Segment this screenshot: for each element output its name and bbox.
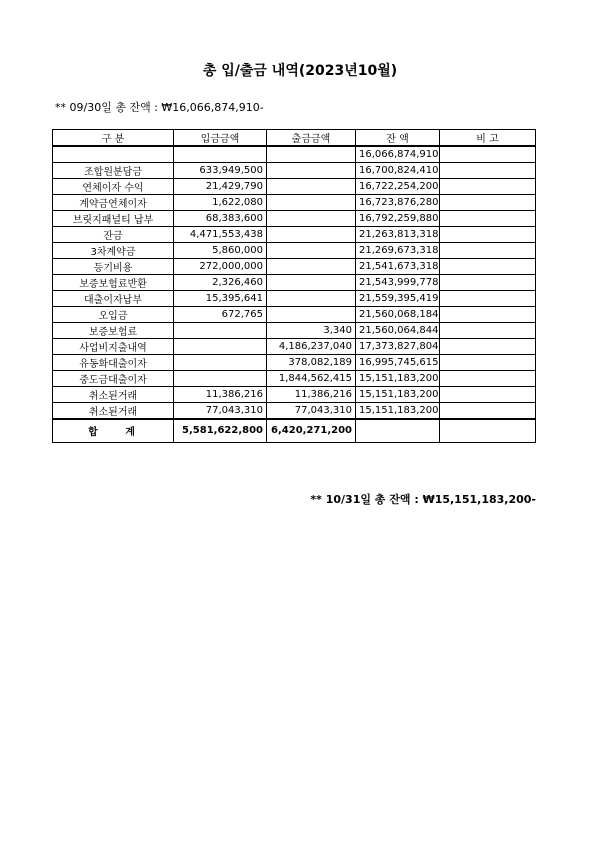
row-deposit	[174, 146, 267, 162]
row-deposit: 272,000,000	[174, 258, 267, 274]
row-category: 등기비용	[53, 258, 174, 274]
row-category: 중도금대출이자	[53, 370, 174, 386]
table-row	[53, 338, 536, 354]
row-note	[440, 402, 536, 419]
table-row	[53, 354, 536, 370]
row-note	[440, 322, 536, 338]
row-balance: 16,723,876,280	[356, 194, 440, 210]
row-balance: 21,559,395,419	[356, 290, 440, 306]
page-title: 총 입/출금 내역(2023년10월)	[202, 63, 398, 79]
row-note	[440, 242, 536, 258]
row-deposit: 4,471,553,438	[174, 226, 267, 242]
row-deposit: 2,326,460	[174, 274, 267, 290]
row-withdrawal	[267, 290, 356, 306]
row-withdrawal	[267, 274, 356, 290]
row-deposit: 21,429,790	[174, 178, 267, 194]
row-note	[440, 146, 536, 162]
row-withdrawal	[267, 226, 356, 242]
opening-balance: ** 09/30일 총 잔액 : ₩16,066,874,910-	[55, 101, 264, 114]
row-category: 대출이자납부	[53, 290, 174, 306]
table-row	[53, 290, 536, 306]
row-note	[440, 290, 536, 306]
table-row	[53, 194, 536, 210]
header-row	[53, 130, 536, 147]
row-note	[440, 354, 536, 370]
row-deposit: 77,043,310	[174, 402, 267, 419]
row-note	[440, 226, 536, 242]
row-balance: 15,151,183,200	[356, 370, 440, 386]
closing-balance: ** 10/31일 총 잔액 : ₩15,151,183,200-	[310, 493, 536, 506]
row-category: 3차계약금	[53, 242, 174, 258]
row-category: 잔금	[53, 226, 174, 242]
row-balance: 21,541,673,318	[356, 258, 440, 274]
table-row	[53, 322, 536, 338]
row-category: 사업비지출내역	[53, 338, 174, 354]
row-category: 보증보험료반환	[53, 274, 174, 290]
row-withdrawal: 77,043,310	[267, 402, 356, 419]
row-deposit: 68,383,600	[174, 210, 267, 226]
row-note	[440, 306, 536, 322]
row-balance: 15,151,183,200	[356, 402, 440, 419]
row-withdrawal: 4,186,237,040	[267, 338, 356, 354]
header-deposit: 입금금액	[174, 130, 267, 147]
row-balance: 21,560,068,184	[356, 306, 440, 322]
row-withdrawal: 3,340	[267, 322, 356, 338]
row-note	[440, 194, 536, 210]
row-deposit	[174, 322, 267, 338]
row-withdrawal: 378,082,189	[267, 354, 356, 370]
row-category: 취소된거래	[53, 402, 174, 419]
row-note	[440, 210, 536, 226]
header-category: 구 분	[53, 130, 174, 147]
row-balance: 21,269,673,318	[356, 242, 440, 258]
row-balance: 15,151,183,200	[356, 386, 440, 402]
total-withdrawal: 6,420,271,200	[267, 419, 356, 443]
row-balance: 21,560,064,844	[356, 322, 440, 338]
table-row	[53, 370, 536, 386]
row-category	[53, 146, 174, 162]
row-balance: 16,066,874,910	[356, 146, 440, 162]
row-withdrawal	[267, 194, 356, 210]
row-category: 연체이자 수익	[53, 178, 174, 194]
header-balance: 잔 액	[356, 130, 440, 147]
row-deposit: 15,395,641	[174, 290, 267, 306]
table-row	[53, 306, 536, 322]
row-balance: 16,995,745,615	[356, 354, 440, 370]
row-note	[440, 162, 536, 178]
row-balance: 16,792,259,880	[356, 210, 440, 226]
total-row	[53, 419, 536, 443]
row-note	[440, 386, 536, 402]
row-category: 오입금	[53, 306, 174, 322]
row-deposit	[174, 338, 267, 354]
row-category: 계약금연체이자	[53, 194, 174, 210]
row-note	[440, 338, 536, 354]
row-balance: 17,373,827,804	[356, 338, 440, 354]
row-withdrawal	[267, 146, 356, 162]
row-deposit: 633,949,500	[174, 162, 267, 178]
table-row	[53, 162, 536, 178]
row-category: 보증보험료	[53, 322, 174, 338]
row-category: 브릿지패널티 납부	[53, 210, 174, 226]
row-note	[440, 258, 536, 274]
row-deposit: 1,622,080	[174, 194, 267, 210]
row-deposit: 672,765	[174, 306, 267, 322]
table-row	[53, 274, 536, 290]
header-withdrawal: 출금금액	[267, 130, 356, 147]
table-row	[53, 178, 536, 194]
total-note	[440, 419, 536, 443]
row-balance: 16,700,824,410	[356, 162, 440, 178]
row-balance: 21,263,813,318	[356, 226, 440, 242]
total-deposit: 5,581,622,800	[174, 419, 267, 443]
table-row	[53, 386, 536, 402]
row-balance: 16,722,254,200	[356, 178, 440, 194]
table-row	[53, 210, 536, 226]
row-category: 유동화대출이자	[53, 354, 174, 370]
row-note	[440, 178, 536, 194]
table-row	[53, 258, 536, 274]
row-note	[440, 274, 536, 290]
row-withdrawal	[267, 210, 356, 226]
ledger-table	[52, 129, 536, 443]
table-row	[53, 146, 536, 162]
row-note	[440, 370, 536, 386]
table-row	[53, 226, 536, 242]
total-label: 합 계	[53, 419, 174, 443]
row-deposit: 5,860,000	[174, 242, 267, 258]
row-withdrawal	[267, 306, 356, 322]
row-withdrawal: 1,844,562,415	[267, 370, 356, 386]
row-withdrawal	[267, 162, 356, 178]
row-category: 취소된거래	[53, 386, 174, 402]
table-row	[53, 242, 536, 258]
row-withdrawal: 11,386,216	[267, 386, 356, 402]
row-withdrawal	[267, 258, 356, 274]
row-category: 조합원분담금	[53, 162, 174, 178]
row-balance: 21,543,999,778	[356, 274, 440, 290]
row-withdrawal	[267, 242, 356, 258]
row-deposit	[174, 370, 267, 386]
row-deposit: 11,386,216	[174, 386, 267, 402]
header-note: 비 고	[440, 130, 536, 147]
row-deposit	[174, 354, 267, 370]
row-withdrawal	[267, 178, 356, 194]
total-balance	[356, 419, 440, 443]
table-row	[53, 402, 536, 419]
